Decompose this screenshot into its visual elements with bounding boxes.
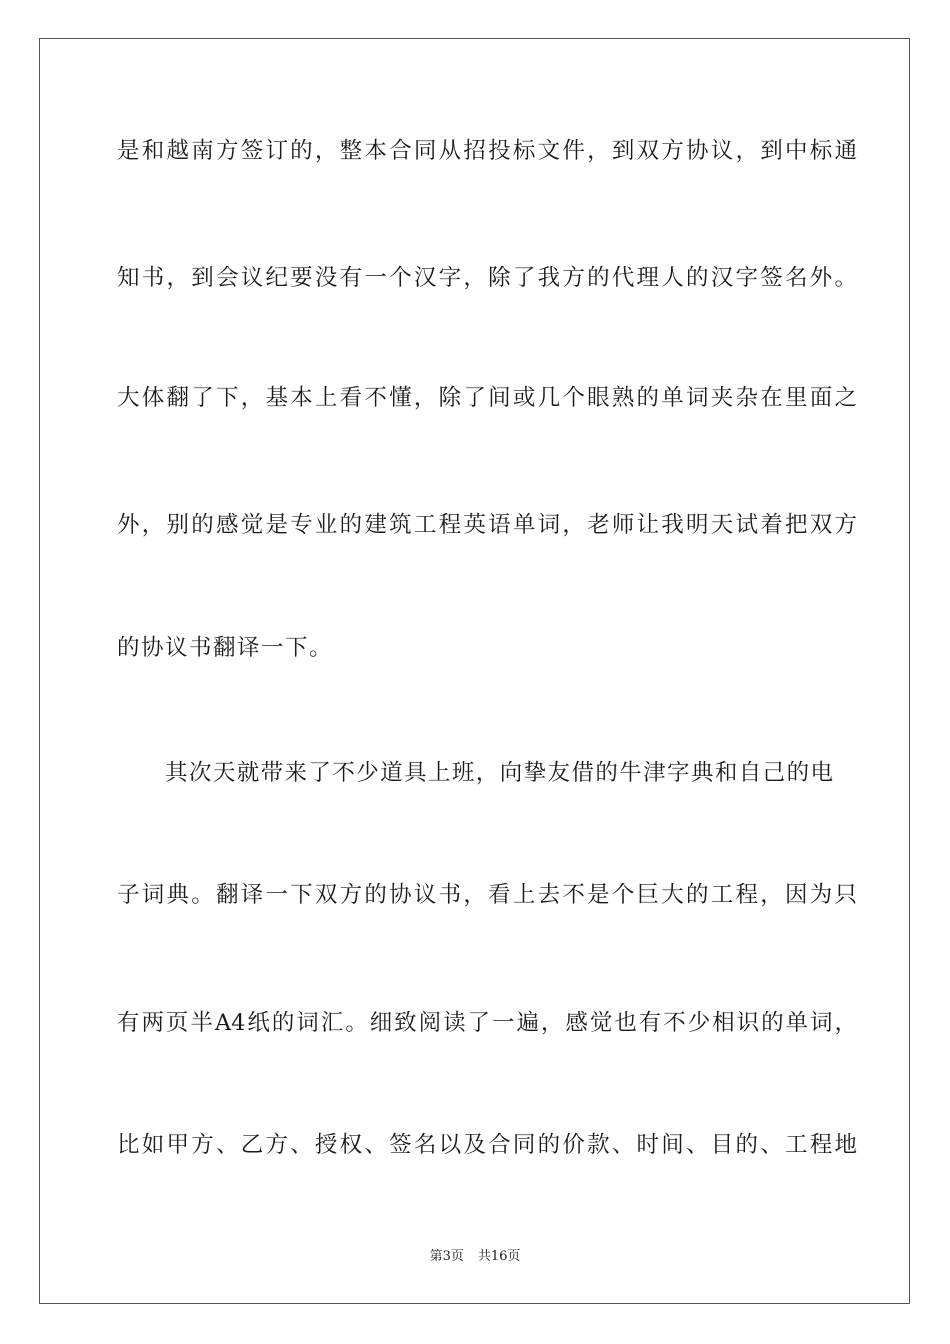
body-line-1: 是和越南方签订的，整本合同从招投标文件，到双方协议，到中标通 xyxy=(117,138,857,164)
body-line-6: 其次天就带来了不少道具上班，向挚友借的牛津字典和自己的电 xyxy=(165,760,833,786)
body-line-7: 子词典。翻译一下双方的协议书，看上去不是个巨大的工程，因为只 xyxy=(117,882,857,908)
page-number: 第3页 xyxy=(429,1249,464,1264)
body-line-5: 的协议书翻译一下。 xyxy=(117,635,334,661)
page-total: 共16页 xyxy=(477,1249,521,1264)
page-border xyxy=(39,38,910,1304)
body-line-2: 知书，到会议纪要没有一个汉字，除了我方的代理人的汉字签名外。 xyxy=(117,265,857,291)
body-line-3: 大体翻了下，基本上看不懂，除了间或几个眼熟的单词夹杂在里面之 xyxy=(117,385,857,411)
body-line-9: 比如甲方、乙方、授权、签名以及合同的价款、时间、目的、工程地 xyxy=(117,1132,857,1158)
body-line-8: 有两页半A4纸的词汇。细致阅读了一遍，感觉也有不少相识的单词， xyxy=(117,1010,857,1036)
page-footer xyxy=(0,1248,950,1266)
body-line-4: 外，别的感觉是专业的建筑工程英语单词，老师让我明天试着把双方 xyxy=(117,512,857,538)
